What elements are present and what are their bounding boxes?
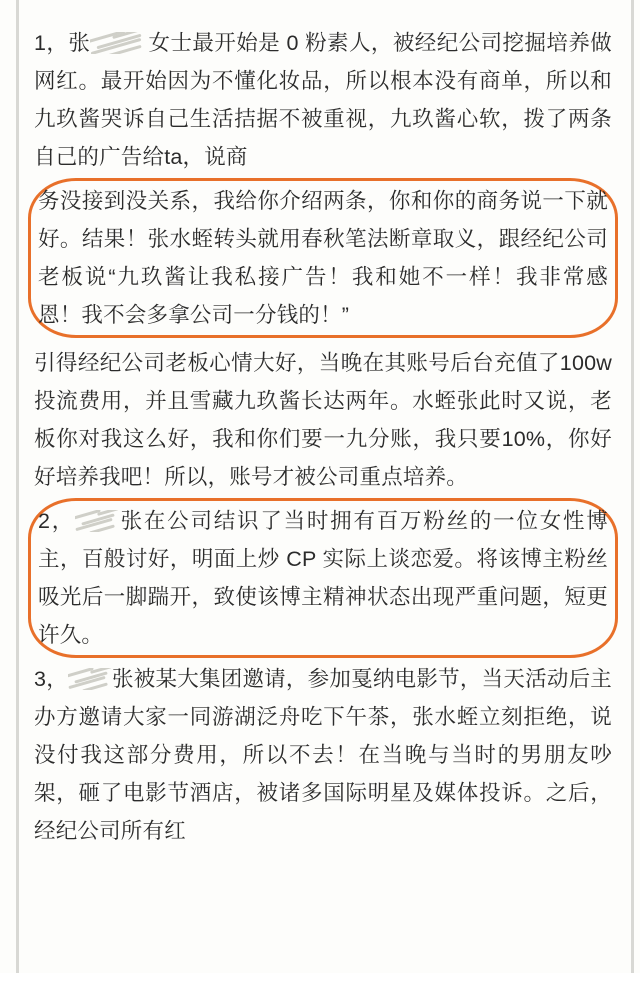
paragraph-1 — [34, 24, 612, 176]
paragraph-4-prefix: 2， — [38, 509, 76, 533]
paragraph-3: 引得经纪公司老板心情大好，当晚在其账号后台充值了100w投流费用，并且雪藏九玖酱长达两年。水蛭张此时又说，老板你对我这么好，我和你们要一九分账，我只要10%，你好好培养我吧！所以，账号才被公司重点培养。 — [34, 351, 612, 489]
paragraph-block-3 — [34, 344, 612, 496]
right-margin-rule — [631, 0, 634, 985]
annotated-block-1 — [28, 176, 618, 340]
paragraph-5 — [34, 660, 612, 850]
document-content — [34, 24, 612, 850]
paragraph-1-prefix: 1，张 — [34, 31, 91, 55]
redaction-scribble-icon — [75, 510, 119, 532]
redaction-scribble-icon — [68, 668, 112, 690]
annotated-block-2 — [28, 496, 618, 660]
paragraph-block-1 — [34, 24, 612, 176]
paragraph-block-5 — [34, 660, 612, 850]
redaction-scribble-icon — [90, 32, 148, 54]
paragraph-1-text: 女士最开始是 0 粉素人，被经纪公司挖掘培养做网红。最开始因为不懂化妆品，所以根本没有商单，所以和九玖酱哭诉自己生活拮据不被重视，九玖酱心软，拨了两条自己的广告给ta，说商 — [34, 31, 612, 169]
page-bottom-edge — [0, 973, 640, 985]
paragraph-4-text: 张在公司结识了当时拥有百万粉丝的一位女性博主，百般讨好，明面上炒 CP 实际上谈恋爱。将该博主粉丝吸光后一脚踹开，致使该博主精神状态出现严重问题，短更许久。 — [38, 509, 609, 647]
paragraph-2: 务没接到没关系，我给你介绍两条，你和你的商务说一下就好。结果！张水蛭转头就用春秋笔法断章取义，跟经纪公司老板说“九玖酱让我私接广告！我和她不一样！我非常感恩！我不会多拿公司一分钱的！” — [38, 189, 608, 327]
paragraph-5-prefix: 3， — [34, 667, 68, 691]
left-margin-rule — [16, 0, 19, 985]
paragraph-5-text: 张被某大集团邀请，参加戛纳电影节，当天活动后主办方邀请大家一同游湖泛舟吃下午茶，张水蛭立刻拒绝，说没付我这部分费用，所以不去！在当晚与当时的男朋友吵架，砸了电影节酒店，被诸多国际明星及媒体投诉。之后，经纪公司所有红 — [34, 667, 613, 843]
paragraph-4 — [38, 502, 608, 654]
